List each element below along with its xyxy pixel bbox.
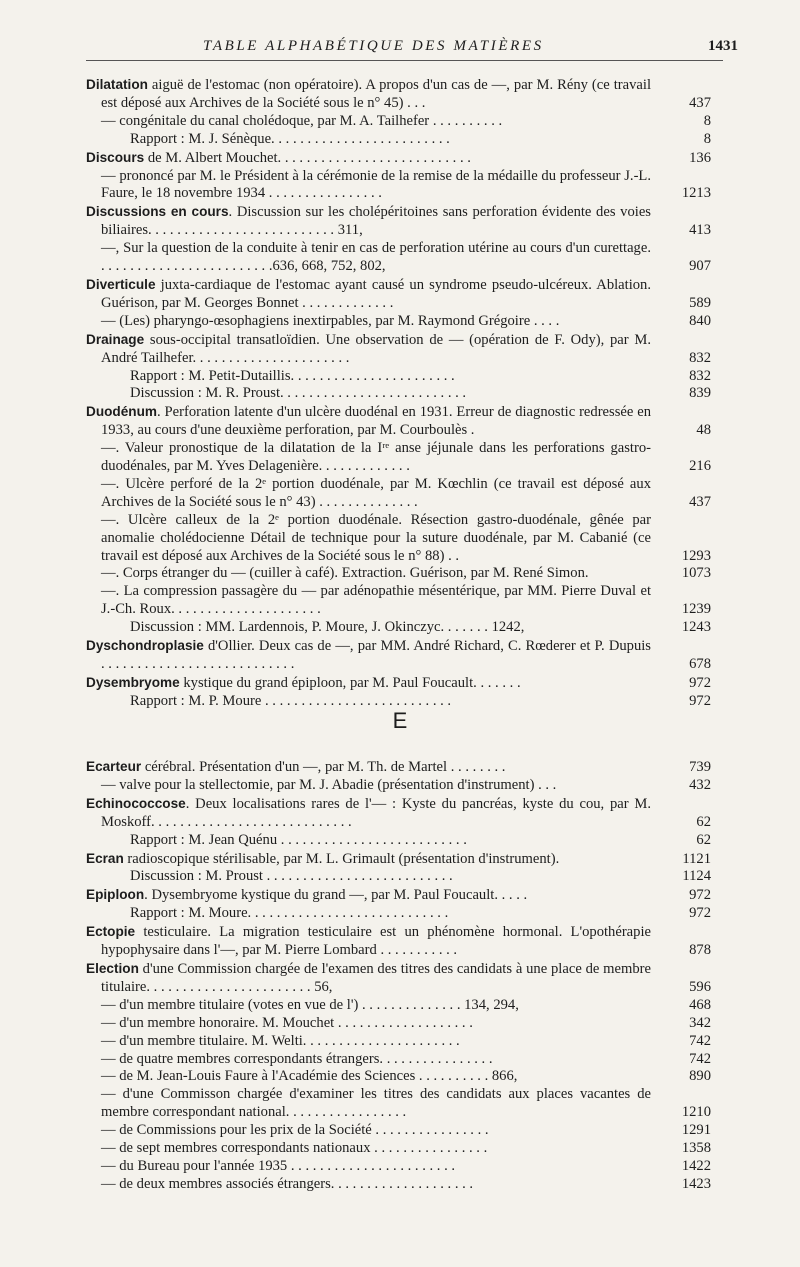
index-entry-heading: Drainage: [86, 331, 145, 347]
index-entry-text: [86, 923, 651, 960]
index-entry-pages: 678: [689, 656, 711, 672]
index-entry-pages: 589: [689, 294, 711, 311]
index-entry-text: [86, 795, 651, 832]
index-entry: [86, 440, 711, 476]
index-entry: [86, 368, 711, 386]
index-entry: [86, 313, 711, 331]
index-entry-text: [86, 149, 651, 168]
index-entry-text: [86, 960, 651, 997]
index-entry: [86, 476, 711, 512]
index-entry-pages: 468: [689, 996, 711, 1013]
index-entry-text: [86, 1068, 651, 1086]
index-entry-pages: 62: [696, 813, 711, 830]
index-entry: [86, 795, 711, 832]
index-entry: [86, 113, 711, 131]
index-entry-body: — de quatre membres correspondants étrangers. . . . . . . . . . . . . . . .: [101, 1050, 493, 1067]
index-entry-body: kystique du grand épiploon, par M. Paul Foucault. . . . . . .: [179, 674, 521, 691]
index-entry-heading: Dyschondroplasie: [86, 638, 204, 654]
index-entry-heading: Epiploon: [86, 887, 145, 903]
index-entry: [86, 997, 711, 1015]
index-entry-text: [86, 1086, 651, 1122]
index-entry-body: . Deux localisations rares de l'— : Kyste du pancréas, kyste du cou, par M. Moskoff. . . . . . . . . . . . . . . . . . . . . . . . . . . .: [101, 795, 651, 830]
index-entry-pages: 216: [689, 458, 711, 475]
index-entry: [86, 1086, 711, 1122]
index-entry-text: [86, 240, 651, 276]
index-entry-text: [86, 331, 651, 368]
index-entry-text: [101, 131, 651, 149]
index-entry: [86, 886, 711, 905]
index-entry-text: [86, 512, 651, 566]
index-entry: [86, 923, 711, 960]
index-entry-pages: 839: [689, 385, 711, 402]
index-entry-text: [101, 868, 651, 886]
index-entry: [86, 131, 711, 149]
index-entry-body: —. La compression passagère du — par adénopathie mésentérique, par MM. Pierre Duval et J.-Ch. Roux. . . . . . . . . . . . . . . . . . . . .: [101, 583, 651, 618]
header-page-number: 1431: [708, 38, 738, 54]
index-entry-pages: 8: [703, 130, 711, 147]
index-entry: [86, 583, 711, 619]
index-entry-text: [86, 758, 651, 777]
index-entry-heading: Ectopie: [86, 924, 136, 940]
index-entry: [86, 1176, 711, 1194]
index-entry: [86, 149, 711, 168]
index-entry-heading: Ecarteur: [86, 759, 142, 774]
index-entry: [86, 850, 711, 869]
index-entry-pages: 832: [689, 367, 711, 384]
index-entry-body: — de deux membres associés étrangers. . . . . . . . . . . . . . . . . . . .: [101, 1175, 474, 1192]
index-entry: [86, 168, 711, 204]
index-entry-pages: 972: [689, 887, 711, 904]
index-entry-pages: 1121: [682, 850, 711, 867]
index-entry-body: aiguë de l'estomac (non opératoire). A propos d'un cas de —, par M. Rény (ce travail est déposé aux Archives de la Société sous le n° 45) . . .: [101, 77, 651, 111]
index-entry-text: [86, 1158, 651, 1176]
index-entry-pages: 907: [689, 258, 711, 275]
index-entry-body: —. Corps étranger du — (cuiller à café). Extraction. Guérison, par M. René Simon.: [101, 565, 589, 582]
index-entry-text: [86, 440, 651, 476]
index-entry-pages: 1213: [681, 185, 711, 202]
running-header: [0, 34, 800, 58]
index-entry-pages: 972: [689, 905, 711, 922]
index-entry-body: Rapport : M. Jean Quénu . . . . . . . . . . . . . . . . . . . . . . . . . .: [130, 831, 467, 848]
index-entry-heading: Echinococcose: [86, 795, 186, 811]
index-entry-pages: 1423: [681, 1175, 711, 1192]
index-entry-body: — de M. Jean-Louis Faure à l'Académie des Sciences . . . . . . . . . . 866,: [101, 1068, 518, 1085]
index-entry-text: [86, 583, 651, 619]
index-entry: [86, 1068, 711, 1086]
index-entry-body: — (Les) pharyngo-œsophagiens inextirpables, par M. Raymond Grégoire . . . .: [101, 312, 560, 329]
index-entry-pages: 62: [696, 831, 711, 848]
index-entry-body: — valve pour la stellectomie, par M. J. Abadie (présentation d'instrument) . . .: [101, 776, 557, 793]
index-entry-pages: 1210: [681, 1104, 711, 1121]
index-entry-pages: 878: [689, 942, 711, 959]
index-entry-body: Discussion : MM. Lardennois, P. Moure, J. Okinczyc. . . . . . . 1242,: [130, 619, 525, 636]
index-entry-pages: 596: [689, 978, 711, 995]
index-entry-body: Rapport : M. J. Sénèque. . . . . . . . . . . . . . . . . . . . . . . . .: [130, 130, 450, 147]
index-entry-body: —. Valeur pronostique de la dilatation de la Iʳᵉ anse jéjunale dans les perforations gastro-duodénales, par M. Yves Delagenière. . . . . . . . . . . . .: [101, 440, 651, 475]
index-entry: [86, 868, 711, 886]
index-entry-body: —. Ulcère calleux de la 2ᵉ portion duodénale. Résection gastro-duodénale, gênée par anomalie cholédocienne Détail de technique pour la suture duodénale, par M. Cabanié (ce travail est déposé aux Archives de la Société sous le n° 88) . .: [101, 511, 651, 564]
index-entry-pages: 437: [689, 493, 711, 510]
index-entry-text: [101, 368, 651, 386]
index-entry-body: — d'un membre titulaire (votes en vue de l') . . . . . . . . . . . . . . 134, 294,: [101, 996, 519, 1013]
index-entry-pages: 972: [689, 692, 711, 709]
index-entry-pages: 136: [689, 149, 711, 166]
index-entry: [86, 758, 711, 777]
index-entry-pages: 1073: [681, 565, 711, 582]
index-entry-pages: 1422: [681, 1157, 711, 1174]
index-entry-text: [86, 1140, 651, 1158]
index-entry: [86, 777, 711, 795]
index-section-e: [86, 758, 711, 1194]
index-entry: [86, 637, 711, 674]
index-entry-text: [86, 637, 651, 674]
index-entry-text: [86, 403, 651, 440]
header-rule: [86, 60, 723, 61]
index-entry-body: testiculaire. La migration testiculaire est un phénomène hormonal. L'opothérapie hypophysaire dans l'—, par M. Pierre Lombard . . . . . . . . . . .: [101, 924, 651, 959]
index-entry-text: [101, 832, 651, 850]
index-entry-pages: 432: [689, 776, 711, 793]
index-entry-body: Rapport : M. P. Moure . . . . . . . . . . . . . . . . . . . . . . . . . .: [130, 692, 452, 709]
index-entry: [86, 512, 711, 566]
index-entry: [86, 203, 711, 240]
index-entry-pages: 8: [703, 112, 711, 129]
index-entry-body: radioscopique stérilisable, par M. L. Grimault (présentation d'instrument).: [123, 850, 560, 867]
index-entry-body: — prononcé par M. le Président à la cérémonie de la remise de la médaille du professeur J.-L. Faure, le 18 novembre 1934 . . . . . . . . . . . . . . . .: [101, 167, 651, 202]
index-entry-pages: 972: [689, 674, 711, 691]
index-entry-text: [86, 1015, 651, 1033]
index-entry-body: Rapport : M. Moure. . . . . . . . . . . . . . . . . . . . . . . . . . . .: [130, 905, 449, 922]
index-entry-pages: 1239: [681, 601, 711, 618]
index-entry-text: [86, 113, 651, 131]
index-entry-body: . Perforation latente d'un ulcère duodénal en 1931. Erreur de diagnostic redressée en 1933, au cours d'une deuxième perforation, par M. Courboulès .: [101, 404, 651, 439]
index-entry: [86, 1122, 711, 1140]
index-entry-body: . Discussion sur les cholépéritoines sans perforation évidente des voies biliaires. . . . . . . . . . . . . . . . . . . . . . . . . . 311,: [101, 204, 651, 239]
section-letter: E: [392, 708, 408, 733]
index-entry-body: d'Ollier. Deux cas de —, par MM. André Richard, C. Rœderer et P. Dupuis . . . . . . . . . . . . . . . . . . . . . . . . . . .: [101, 638, 651, 672]
index-entry-pages: 840: [689, 312, 711, 329]
index-entry-body: —. Ulcère perforé de la 2ᵉ portion duodénale, par M. Kœchlin (ce travail est déposé aux Archives de la Société sous le n° 43) . . . . . . . . . . . . . .: [101, 475, 651, 510]
index-entry-body: — du Bureau pour l'année 1935 . . . . . . . . . . . . . . . . . . . . . . .: [101, 1157, 456, 1174]
index-entry-heading: Diverticule: [86, 276, 156, 292]
index-entry-text: [86, 1033, 651, 1051]
index-entry-body: — d'un membre honoraire. M. Mouchet . . . . . . . . . . . . . . . . . . .: [101, 1014, 473, 1031]
index-entry-pages: 739: [689, 759, 711, 775]
index-entry: [86, 76, 711, 113]
index-entry-body: de M. Albert Mouchet. . . . . . . . . . . . . . . . . . . . . . . . . . .: [144, 149, 471, 166]
index-entry-body: — congénitale du canal cholédoque, par M. A. Tailhefer . . . . . . . . . .: [101, 112, 503, 129]
index-entry-body: Discussion : M. R. Proust. . . . . . . . . . . . . . . . . . . . . . . . . .: [130, 385, 467, 402]
index-entry-text: [86, 76, 651, 113]
index-entry: [86, 960, 711, 997]
index-entry-pages: 890: [689, 1068, 711, 1085]
index-entry-text: [86, 203, 651, 240]
index-entry-heading: Election: [86, 960, 139, 976]
index-entry: [86, 674, 711, 693]
index-entry-pages: 742: [689, 1032, 711, 1049]
index-entry-text: [101, 385, 651, 403]
index-entry-text: [86, 565, 651, 583]
index-entry-text: [101, 693, 651, 711]
index-entry-text: [86, 850, 651, 869]
index-entry-pages: 1358: [681, 1140, 711, 1157]
index-entry: [86, 565, 711, 583]
index-entry: [86, 619, 711, 637]
index-entry-text: [86, 777, 651, 795]
index-entry-pages: 413: [689, 222, 711, 239]
index-entry-heading: Duodénum: [86, 404, 157, 420]
index-entry-pages: 742: [689, 1050, 711, 1067]
index-entry: [86, 385, 711, 403]
index-entry: [86, 905, 711, 923]
index-entry: [86, 1015, 711, 1033]
index-section-d: [86, 76, 711, 711]
index-entry-body: —, Sur la question de la conduite à tenir en cas de perforation utérine au cours d'un curettage. . . . . . . . . . . . . . . . . . . . . . . . .636, 668, 752, 802,: [101, 240, 651, 275]
index-entry-body: sous-occipital transatloïdien. Une observation de — (opération de F. Ody), par M. André Tailhefer. . . . . . . . . . . . . . . . . . . . . .: [101, 331, 651, 366]
index-entry-text: [101, 619, 651, 637]
index-entry-text: [86, 1176, 651, 1194]
index-entry-heading: Discours: [86, 149, 145, 165]
index-entry: [86, 276, 711, 313]
index-entry-text: [86, 886, 651, 905]
index-entry-body: . Dysembryome kystique du grand —, par M. Paul Foucault. . . . .: [144, 887, 528, 904]
index-entry: [86, 832, 711, 850]
index-entry-pages: 1293: [681, 547, 711, 564]
index-entry-pages: 1243: [681, 619, 711, 636]
index-entry-text: [86, 674, 651, 693]
index-entry: [86, 1033, 711, 1051]
index-entry-body: Discussion : M. Proust . . . . . . . . . . . . . . . . . . . . . . . . . .: [130, 868, 453, 885]
index-entry-text: [86, 168, 651, 204]
index-entry-body: — de Commissions pour les prix de la Société . . . . . . . . . . . . . . . .: [101, 1122, 489, 1139]
index-entry-pages: 342: [689, 1014, 711, 1031]
index-entry-body: d'une Commission chargée de l'examen des titres des candidats à une place de membre titulaire. . . . . . . . . . . . . . . . . . . . . . . 56,: [101, 960, 651, 995]
index-entry-body: Rapport : M. Petit-Dutaillis. . . . . . . . . . . . . . . . . . . . . . .: [130, 367, 455, 384]
index-entry-pages: 832: [689, 349, 711, 366]
index-entry-body: cérébral. Présentation d'un —, par M. Th. de Martel . . . . . . . .: [141, 759, 506, 775]
index-entry-text: [86, 276, 651, 313]
index-entry: [86, 1140, 711, 1158]
index-entry-pages: 1124: [682, 868, 711, 885]
index-entry: [86, 1158, 711, 1176]
index-entry-text: [101, 905, 651, 923]
index-entry-body: — de sept membres correspondants nationaux . . . . . . . . . . . . . . . .: [101, 1140, 488, 1157]
index-entry-heading: Dysembryome: [86, 674, 180, 690]
index-entry-heading: Discussions en cours: [86, 204, 229, 220]
index-entry-heading: Ecran: [86, 850, 124, 866]
index-entry-heading: Dilatation: [86, 77, 148, 92]
index-entry-text: [86, 997, 651, 1015]
index-entry-pages: 437: [689, 94, 711, 111]
index-entry-text: [86, 313, 651, 331]
header-title: TABLE ALPHABÉTIQUE DES MATIÈRES: [203, 38, 544, 54]
index-entry-pages: 48: [696, 422, 711, 439]
index-entry-body: — d'une Commisson chargée d'examiner les titres des candidats aux places vacantes de membre correspondant national. . . . . . . . . . . . . . . . .: [101, 1086, 651, 1121]
index-entry-text: [86, 1122, 651, 1140]
index-entry: [86, 1051, 711, 1069]
index-entry: [86, 403, 711, 440]
index-entry-text: [86, 1051, 651, 1069]
index-entry-text: [86, 476, 651, 512]
index-entry-pages: 1291: [681, 1122, 711, 1139]
index-entry-body: juxta-cardiaque de l'estomac ayant causé un syndrome pseudo-ulcéreux. Ablation. Guérison, par M. Georges Bonnet . . . . . . . . . . . . .: [101, 276, 651, 311]
index-entry-body: — d'un membre titulaire. M. Welti. . . . . . . . . . . . . . . . . . . . . .: [101, 1032, 460, 1049]
index-entry: [86, 240, 711, 276]
index-entry: [86, 331, 711, 368]
